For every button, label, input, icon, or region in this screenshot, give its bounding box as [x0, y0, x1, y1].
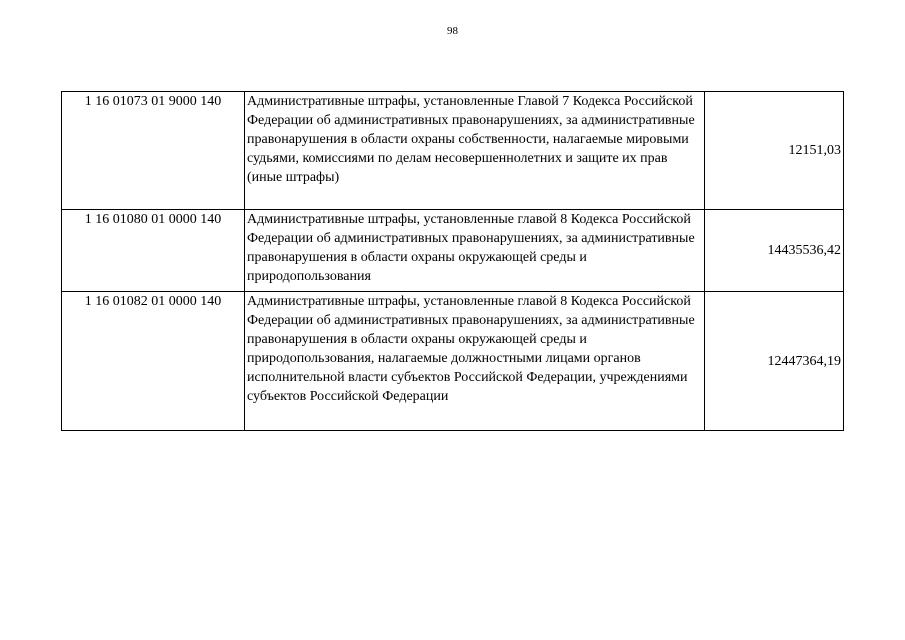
budget-code-cell: 1 16 01082 01 0000 140	[62, 292, 245, 431]
description-cell: Административные штрафы, установленные Главой 7 Кодекса Российской Федерации об административных правонарушениях, за административные правонарушения в области охраны собственности, налагаемые мировыми судьями, комиссиями по делам несовершеннолетних и защите их прав (иные штрафы)	[245, 92, 705, 210]
table-row	[62, 92, 844, 210]
budget-code-cell: 1 16 01080 01 0000 140	[62, 210, 245, 292]
amount-cell: 14435536,42	[705, 210, 844, 292]
description-cell: Административные штрафы, установленные главой 8 Кодекса Российской Федерации об административных правонарушениях, за административные правонарушения в области охраны окружающей среды и природопользования, налагаемые должностными лицами органов исполнительной власти субъектов Российской Федерации, учреждениями субъектов Российской Федерации	[245, 292, 705, 431]
page-number: 98	[447, 25, 458, 37]
budget-code-cell: 1 16 01073 01 9000 140	[62, 92, 245, 210]
table-row	[62, 210, 844, 292]
description-cell: Административные штрафы, установленные главой 8 Кодекса Российской Федерации об административных правонарушениях, за административные правонарушения в области охраны окружающей среды и природопользования	[245, 210, 705, 292]
revenue-table	[61, 91, 844, 431]
amount-cell: 12447364,19	[705, 292, 844, 431]
table-row	[62, 292, 844, 431]
amount-cell: 12151,03	[705, 92, 844, 210]
